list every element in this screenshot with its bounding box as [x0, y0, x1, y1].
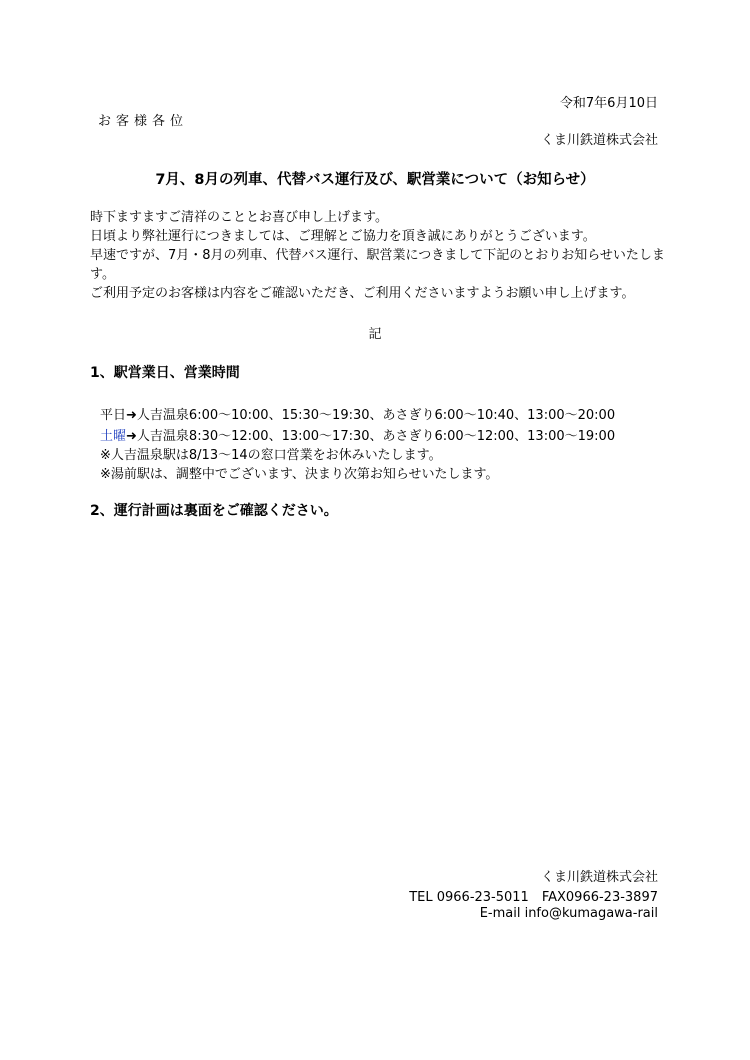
- weekday-label: 平日: [100, 408, 127, 423]
- notice-paragraph: 早速ですが、7月・8月の列車、代替バス運行、駅営業につきまして下記のとおりお知らせいたします。: [90, 248, 665, 282]
- section-2-heading: 2、運行計画は裏面をご確認ください。: [90, 503, 338, 519]
- hitoyoshi-closure-note: ※人吉温泉駅は8/13～14の窓口営業をお休みいたします。: [100, 448, 442, 463]
- footer-company: くま川鉄道株式会社: [540, 870, 658, 885]
- document-date: 令和7年6月10日: [559, 96, 658, 111]
- arrow-right-icon: ➜: [126, 408, 137, 423]
- weekday-hours: 人吉温泉6:00～10:00、15:30～19:30、あさぎり6:00～10:40、13:00～20:00: [136, 408, 616, 423]
- saturday-hours: 人吉温泉8:30～12:00、13:00～17:30、あさぎり6:00～12:00、13:00～19:00: [136, 429, 616, 444]
- footer-tel-fax: TEL 0966-23-5011 FAX0966-23-3897: [409, 890, 658, 905]
- footer-email: E-mail info@kumagawa-rail: [479, 906, 658, 921]
- addressee: お客様各位: [98, 114, 189, 129]
- yunomae-note: ※湯前駅は、調整中でございます、決まり次第お知らせいたします。: [100, 467, 499, 482]
- section-1-heading: 1、駅営業日、営業時間: [90, 365, 240, 381]
- greeting-paragraph: 時下ますますご清祥のこととお喜び申し上げます。: [90, 210, 388, 225]
- document-title: 7月、8月の列車、代替バス運行及び、駅営業について（お知らせ）: [155, 172, 595, 188]
- request-paragraph: ご利用予定のお客様は内容をご確認いただき、ご利用くださいますようお願い申し上げます。: [90, 286, 635, 301]
- thanks-paragraph: 日頃より弊社運行につきましては、ご理解とご協力を頂き誠にありがとうございます。: [90, 229, 596, 244]
- weekday-hours-line: [100, 404, 615, 423]
- saturday-label: 土曜: [100, 429, 127, 444]
- saturday-hours-line: [100, 425, 615, 444]
- ki-marker: 記: [368, 327, 382, 342]
- sender-company: くま川鉄道株式会社: [540, 133, 658, 148]
- arrow-right-icon: ➜: [126, 429, 137, 444]
